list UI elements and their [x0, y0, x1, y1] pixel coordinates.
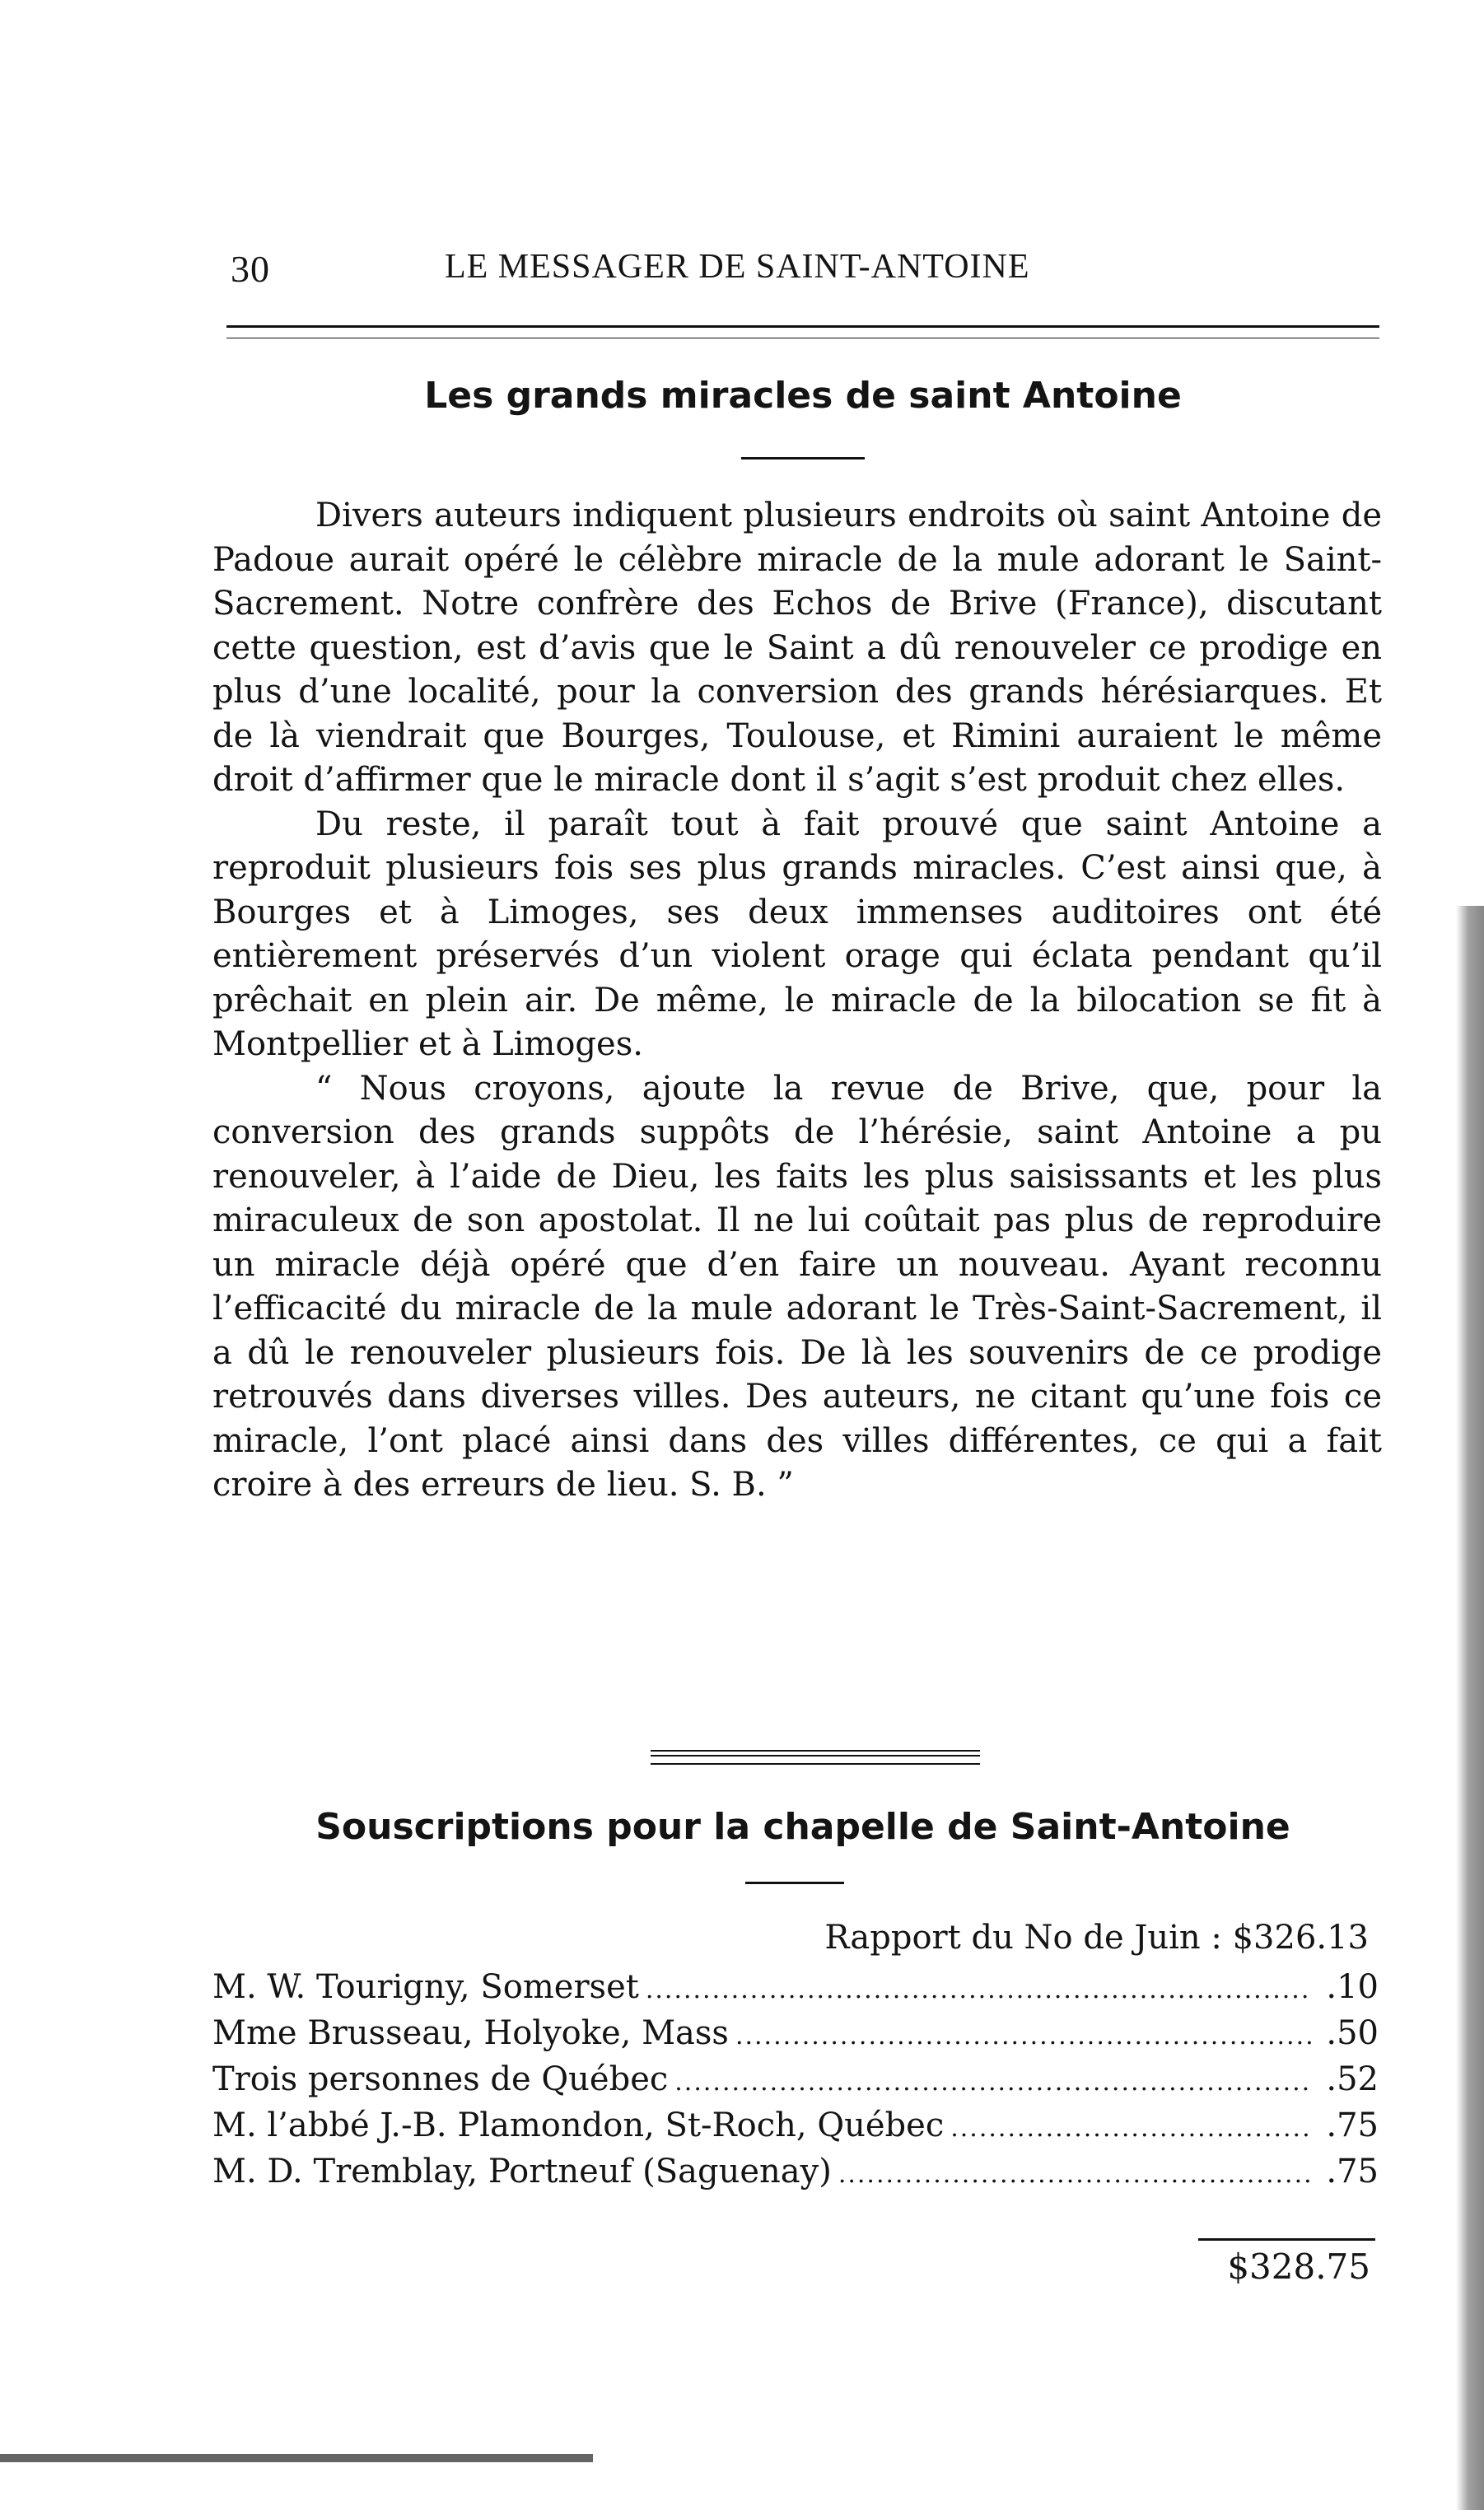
subscriber-name: Mme Brusseau, Holyoke, Mass: [212, 2014, 729, 2052]
subscriber-name: M. W. Tourigny, Somerset: [212, 1968, 639, 2006]
dot-leader: [735, 2022, 1313, 2050]
subscription-list: [212, 1968, 1379, 2199]
report-line: Rapport du No de Juin : $326.13: [824, 1919, 1369, 1957]
header-rule: [226, 325, 1379, 338]
running-header: [214, 247, 1384, 296]
total-rule: [1198, 2238, 1375, 2241]
article-paragraph: “ Nous croyons, ajoute la revue de Brive, que, pour la conversion des grands suppôts de l’hérésie, saint Antoine a pu renouveler, à l’aide de Dieu, les faits les plus saisissants et les plus miraculeux de son apostolat. Il ne lui coûtait pas plus de reproduire un miracle déjà opéré que d’en faire un nouveau. Ayant reconnu l’efficacité du miracle de la mule adorant le Très-Saint-Sacrement, il a dû le renouveler plusieurs fois. De là les souvenirs de ce prodige retrouvés dans diverses villes. Des auteurs, ne citant qu’une fois ce miracle, l’ont placé ainsi dans des villes différentes, ce qui a fait croire à des erreurs de lieu. S. B. ”: [212, 1069, 1382, 1504]
subscription-amount: .10: [1326, 1968, 1379, 2006]
subscription-amount: .50: [1326, 2014, 1379, 2052]
scan-bottom-mark: [0, 2454, 593, 2462]
subscription-entry: [212, 2106, 1379, 2153]
subscription-entry: [212, 1968, 1379, 2014]
subscription-total: $328.75: [1227, 2246, 1370, 2287]
subscription-entry: [212, 2153, 1379, 2199]
dot-leader: [674, 2068, 1313, 2097]
article-paragraph: Du reste, il paraît tout à fait prouvé que saint Antoine a reproduit plusieurs fois ses plus grands miracles. C’est ainsi que, à Bourges et à Limoges, ses deux immenses auditoires ont été entièrement préservés d’un violent orage qui éclata pendant qu’il prêchait en plein air. De même, le miracle de la bilocation se fit à Montpellier et à Limoges.: [212, 805, 1382, 1063]
scan-edge-shadow: [1456, 906, 1484, 2510]
subscription-entry: [212, 2014, 1379, 2060]
dot-leader: [950, 2114, 1313, 2143]
article-title: Les grands miracles de saint Antoine: [424, 375, 1182, 417]
subscriptions-underline: [745, 1882, 844, 1884]
page-number: 30: [231, 248, 270, 290]
subscription-entry: [212, 2060, 1379, 2106]
subscriber-name: M. l’abbé J.-B. Plamondon, St-Roch, Québec: [212, 2106, 945, 2144]
subscription-amount: .75: [1326, 2153, 1379, 2190]
subscription-amount: .75: [1326, 2106, 1379, 2144]
subscriber-name: Trois personnes de Québec: [212, 2060, 669, 2098]
running-title: LE MESSAGER DE SAINT-ANTOINE: [445, 248, 1030, 286]
title-underline: [741, 457, 865, 460]
subscription-amount: .52: [1326, 2060, 1379, 2098]
dot-leader: [646, 1976, 1313, 2004]
dot-leader: [838, 2160, 1313, 2189]
subscriber-name: M. D. Tremblay, Portneuf (Saguenay): [212, 2153, 832, 2190]
article-paragraph: Divers auteurs indiquent plusieurs endroits où saint Antoine de Padoue aurait opéré le célèbre miracle de la mule adorant le Saint-Sacrement. Notre confrère des Echos de Brive (France), discutant cette question, est d’avis que le Saint a dû renouveler ce prodige en plus d’une localité, pour la conversion des grands hérésiarques. Et de là viendrait que Bourges, Toulouse, et Rimini auraient le même droit d’affirmer que le miracle dont il s’agit s’est produit chez elles.: [212, 497, 1382, 799]
article-body: [212, 494, 1382, 1508]
section-separator: [651, 1750, 980, 1765]
subscriptions-title: Souscriptions pour la chapelle de Saint-Antoine: [315, 1806, 1290, 1848]
